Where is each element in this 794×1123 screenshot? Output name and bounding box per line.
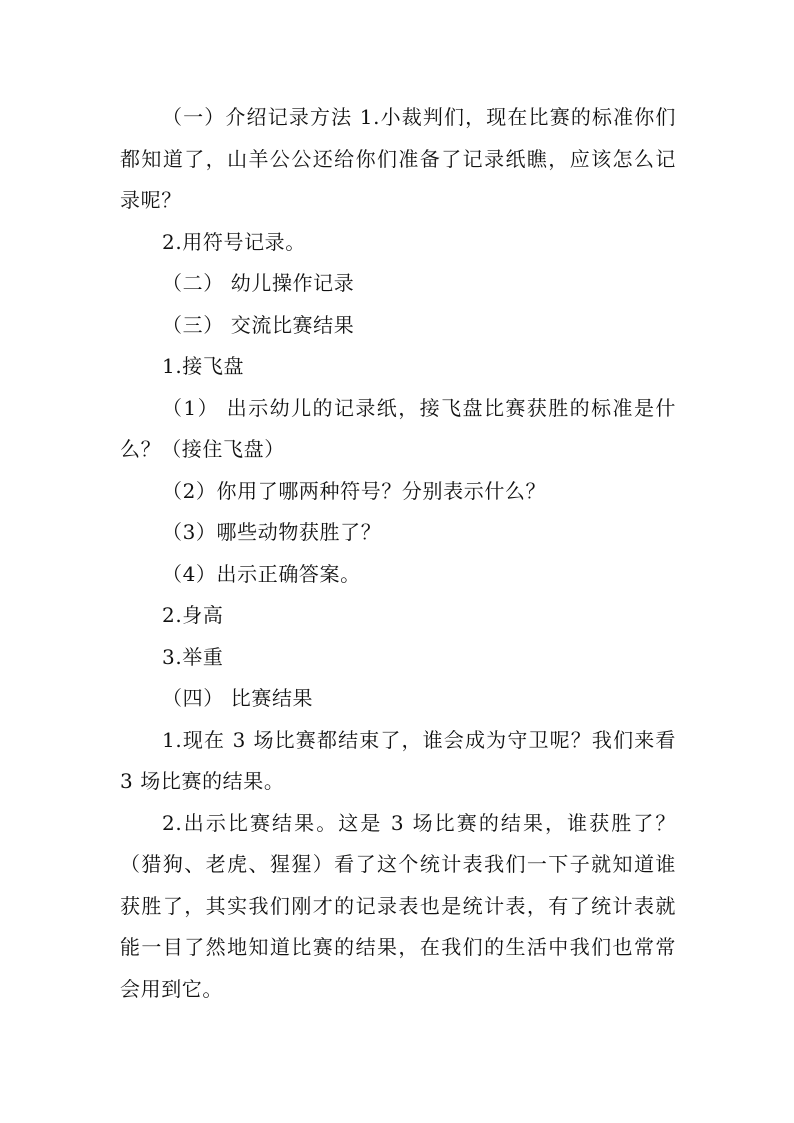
paragraph-symbol-recording: 2.用符号记录。 [162, 229, 306, 254]
paragraph-winners-question: （3）哪些动物获胜了？ [162, 520, 382, 544]
section-heading-results: （四） 比赛结果 [162, 686, 314, 710]
paragraph-show-results-summary: 2.出示比赛结果。这是 3 场比赛的结果，谁获胜了？（猎狗、老虎、猩猩）看了这个统计表我们一下子就知道谁获胜了，其实我们刚才的记录表也是统计表，有了统计表就能一目了然地知道比赛的结果，在我们的生活中我们也常常会用到它。 [120, 810, 676, 1001]
document-body [120, 97, 676, 1010]
section-heading-child-recording: （二） 幼儿操作记录 [162, 271, 355, 295]
subsection-height: 2.身高 [162, 603, 224, 627]
paragraph-show-answer: （4）出示正确答案。 [162, 561, 361, 586]
subsection-weightlifting: 3.举重 [162, 644, 224, 669]
paragraph-all-games-finished: 1.现在 3 场比赛都结束了，谁会成为守卫呢？我们来看 3 场比赛的结果。 [120, 727, 676, 793]
paragraph-frisbee-standard: （1） 出示幼儿的记录纸，接飞盘比赛获胜的标准是什么？（接住飞盘） [120, 395, 676, 461]
subsection-catch-frisbee: 1.接飞盘 [162, 354, 245, 378]
section-heading-share-results: （三） 交流比赛结果 [162, 312, 355, 337]
paragraph-symbols-question: （2）你用了哪两种符号？分别表示什么？ [162, 478, 547, 503]
paragraph-intro-recording-method: （一）介绍记录方法 1.小裁判们，现在比赛的标准你们都知道了，山羊公公还给你们准备了记录纸瞧，应该怎么记录呢？ [120, 105, 676, 212]
